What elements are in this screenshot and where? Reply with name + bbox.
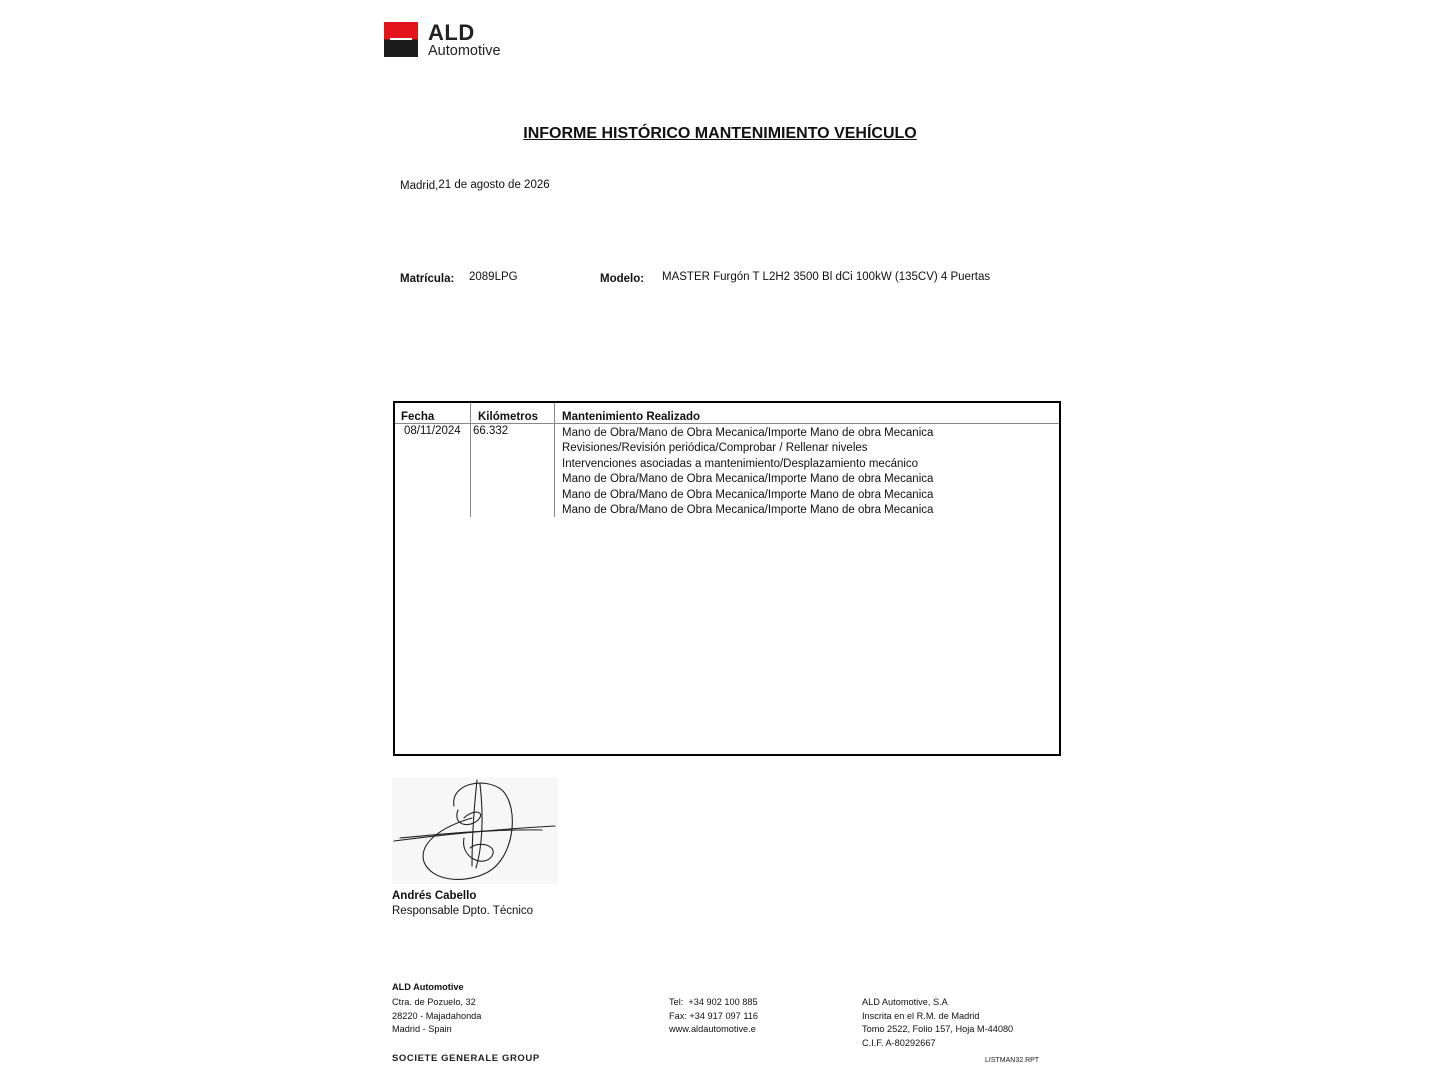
report-code: LISTMAN32.RPT bbox=[985, 1057, 1040, 1064]
footer-address bbox=[392, 996, 481, 1037]
signatory-role: Responsable Dpto. Técnico bbox=[392, 905, 534, 917]
legal-line: ALD Automotive, S.A bbox=[862, 997, 948, 1007]
legal-line: Inscrita en el R.M. de Madrid bbox=[862, 1010, 980, 1021]
ald-logo-mark-icon bbox=[384, 22, 418, 57]
contact-line: Tel: +34 902 100 885 bbox=[669, 997, 758, 1007]
logo-line2: Automotive bbox=[428, 43, 501, 59]
footer-company: ALD Automotive bbox=[392, 982, 464, 992]
footer-contact bbox=[669, 996, 758, 1037]
ald-logo bbox=[384, 22, 512, 58]
header-date: Fecha bbox=[401, 411, 435, 423]
address-line: 28220 - Majadahonda bbox=[392, 1010, 482, 1021]
report-date: 21 de agosto de 2026 bbox=[438, 179, 550, 191]
plate-label: Matrícula: bbox=[400, 273, 455, 285]
row-services bbox=[562, 426, 933, 518]
signature-image bbox=[392, 778, 558, 884]
row-km: 66.332 bbox=[473, 425, 509, 437]
service-item: Revisiones/Revisión periódica/Comprobar / Rellenar niveles bbox=[562, 442, 868, 455]
page-title: INFORME HISTÓRICO MANTENIMIENTO VEHÍCULO bbox=[523, 125, 917, 142]
address-line: Madrid - Spain bbox=[392, 1024, 452, 1035]
header-km: Kilómetros bbox=[478, 411, 539, 423]
group-name: SOCIETE GENERALE GROUP bbox=[392, 1053, 540, 1064]
column-divider bbox=[470, 403, 471, 517]
place-city: Madrid, bbox=[400, 180, 439, 192]
service-item: Mano de Obra/Mano de Obra Mecanica/Importe Mano de obra Mecanica bbox=[562, 473, 934, 486]
model-value: MASTER Furgón T L2H2 3500 Bl dCi 100kW (135CV) 4 Puertas bbox=[662, 271, 991, 283]
plate-value: 2089LPG bbox=[469, 271, 518, 283]
service-item: Mano de Obra/Mano de Obra Mecanica/Importe Mano de obra Mecanica bbox=[562, 488, 934, 501]
header-maintenance: Mantenimiento Realizado bbox=[562, 411, 701, 423]
service-item: Intervenciones asociadas a mantenimiento/Desplazamiento mecánico bbox=[562, 457, 919, 470]
logo-line1: ALD bbox=[428, 20, 475, 45]
signatory-name: Andrés Cabello bbox=[392, 890, 477, 902]
contact-line: www.aldautomotive.e bbox=[669, 1024, 756, 1035]
legal-line: C.I.F. A-80292667 bbox=[862, 1037, 936, 1048]
place-date bbox=[400, 180, 550, 192]
model-label: Modelo: bbox=[600, 273, 645, 285]
service-item: Mano de Obra/Mano de Obra Mecanica/Importe Mano de obra Mecanica bbox=[562, 504, 934, 517]
legal-line: Tomo 2522, Folio 157, Hoja M-44080 bbox=[862, 1024, 1014, 1035]
header-divider bbox=[395, 423, 1059, 424]
maintenance-table bbox=[393, 401, 1061, 756]
column-divider bbox=[554, 403, 555, 517]
contact-line: Fax: +34 917 097 116 bbox=[669, 1010, 758, 1021]
footer-legal bbox=[862, 996, 1013, 1050]
service-item: Mano de Obra/Mano de Obra Mecanica/Importe Mano de obra Mecanica bbox=[562, 427, 934, 439]
address-line: Ctra. de Pozuelo, 32 bbox=[392, 997, 476, 1007]
row-date: 08/11/2024 bbox=[404, 425, 461, 437]
